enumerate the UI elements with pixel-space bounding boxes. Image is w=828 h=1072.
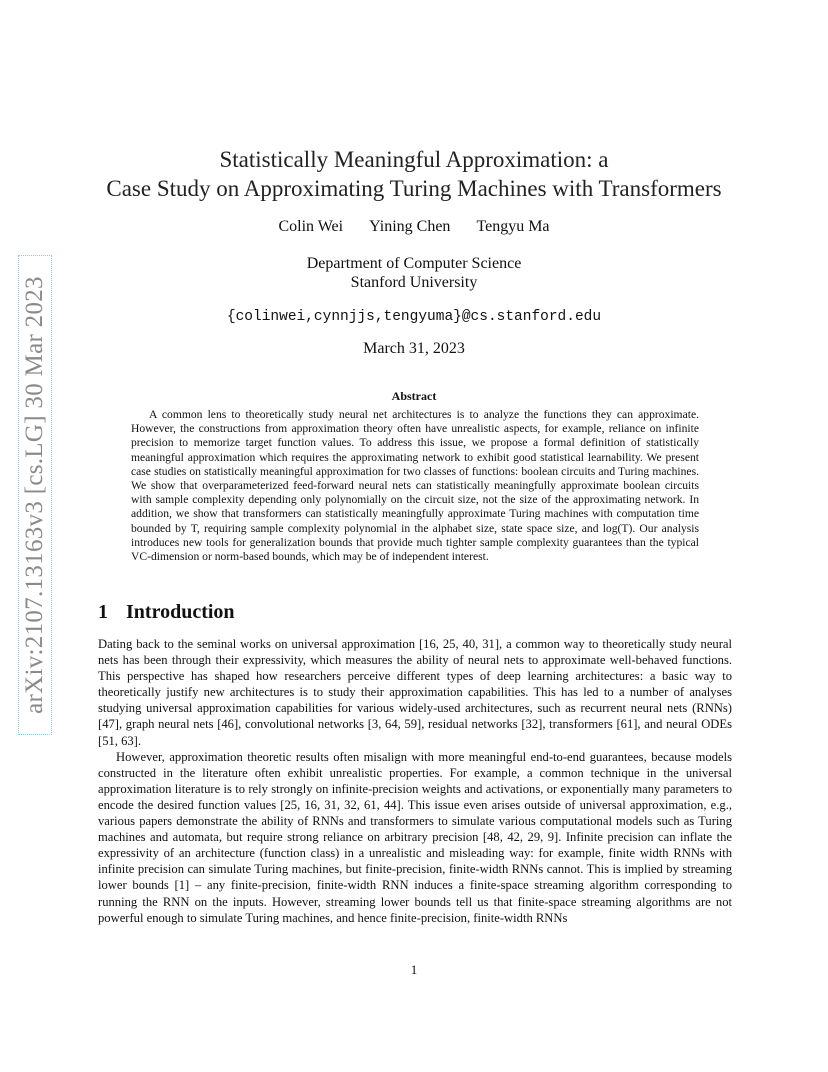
author-2: Yining Chen [369,218,451,235]
affiliation [80,254,748,292]
intro-paragraph-1: Dating back to the seminal works on universal approximation [16, 25, 40, 31], a common way to theoretically study neural nets has been through their expressivity, which measures the ability of neural nets to approximate well-behaved functions. This perspective has shaped how researchers perceive different types of deep learning architectures: a basic way to theoretically justify new architectures is to study their approximation capabilities. This has led to a number of analyses studying universal approximation capabilities for various widely-used architectures, such as recurrent neural nets (RNNs) [47], graph neural nets [46], convolutional networks [3, 64, 59], residual networks [32], transformers [61], and neural ODEs [51, 63]. [98,637,732,748]
author-list [80,218,748,236]
paper-title [80,145,748,203]
paper-date: March 31, 2023 [363,340,465,357]
abstract-heading: Abstract [391,389,437,403]
introduction-body [98,636,732,926]
arxiv-watermark [18,255,52,735]
author-1: Colin Wei [278,218,344,235]
abstract-text: A common lens to theoretically study neural net architectures is to analyze the functions they can approximate. However, the constructions from approximation theory often have unrealistic aspects, for example, reliance on infinite precision to memorize target function values. To address this issue, we propose a formal definition of statistically meaningful approximation which requires the approximating network to exhibit good statistical learnability. We present case studies on statistically meaningful approximation for two classes of functions: boolean circuits and Turing machines. We show that overparameterized feed-forward neural nets can statistically meaningfully approximate boolean circuits with sample complexity depending only polynomially on the circuit size, not the size of the approximating network. In addition, we show that transformers can statistically meaningfully approximate Turing machines with computation time bounded by T, requiring sample complexity polynomial in the alphabet size, state space size, and log(T). Our analysis introduces new tools for generalization bounds that provide much tighter sample complexity guarantees than the typical VC-dimension or norm-based bounds, which may be of independent interest. [131,408,699,564]
page-number: 1 [410,962,418,977]
section-number: 1 [98,601,108,623]
author-3: Tengyu Ma [476,218,550,235]
intro-paragraph-2: However, approximation theoretic results often misalign with more meaningful end-to-end guarantees, because models constructed in the literature often exhibit unrealistic properties. For example, a common technique in the universal approximation literature is to rely strongly on infinite-precision weights and activations, or exponentially many parameters to encode the desired function values [25, 16, 31, 32, 61, 44]. This issue even arises outside of universal approximation, e.g., various papers demonstrate the ability of RNNs and transformers to simulate various computational models such as Turing machines and automata, but require strong reliance on arbitrary precision [48, 42, 29, 9]. Infinite precision can inflate the expressivity of an architecture (function class) in a unrealistic and misleading way: for example, finite width RNNs with infinite precision can simulate Turing machines, but finite-precision, finite-width RNNs cannot. This is implied by streaming lower bounds [1] – any finite-precision, finite-width RNN induces a finite-space streaming algorithm corresponding to running the RNN on the inputs. However, streaming lower bounds tell us that finite-space streaming algorithms are not powerful enough to simulate Turing machines, and hence finite-precision, finite-width RNNs [98,749,732,925]
author-emails: {colinwei,cynnjjs,tengyuma}@cs.stanford.edu [226,309,602,325]
arxiv-id-text: arXiv:2107.13163v3 [cs.LG] 30 Mar 2023 [21,276,48,714]
title-line-1: Statistically Meaningful Approximation: a [219,147,609,172]
affiliation-university: Stanford University [350,274,478,291]
title-line-2: Case Study on Approximating Turing Machines with Transformers [106,176,722,201]
section-title: Introduction [126,601,235,623]
section-heading-introduction [98,601,235,624]
affiliation-department: Department of Computer Science [306,255,522,272]
